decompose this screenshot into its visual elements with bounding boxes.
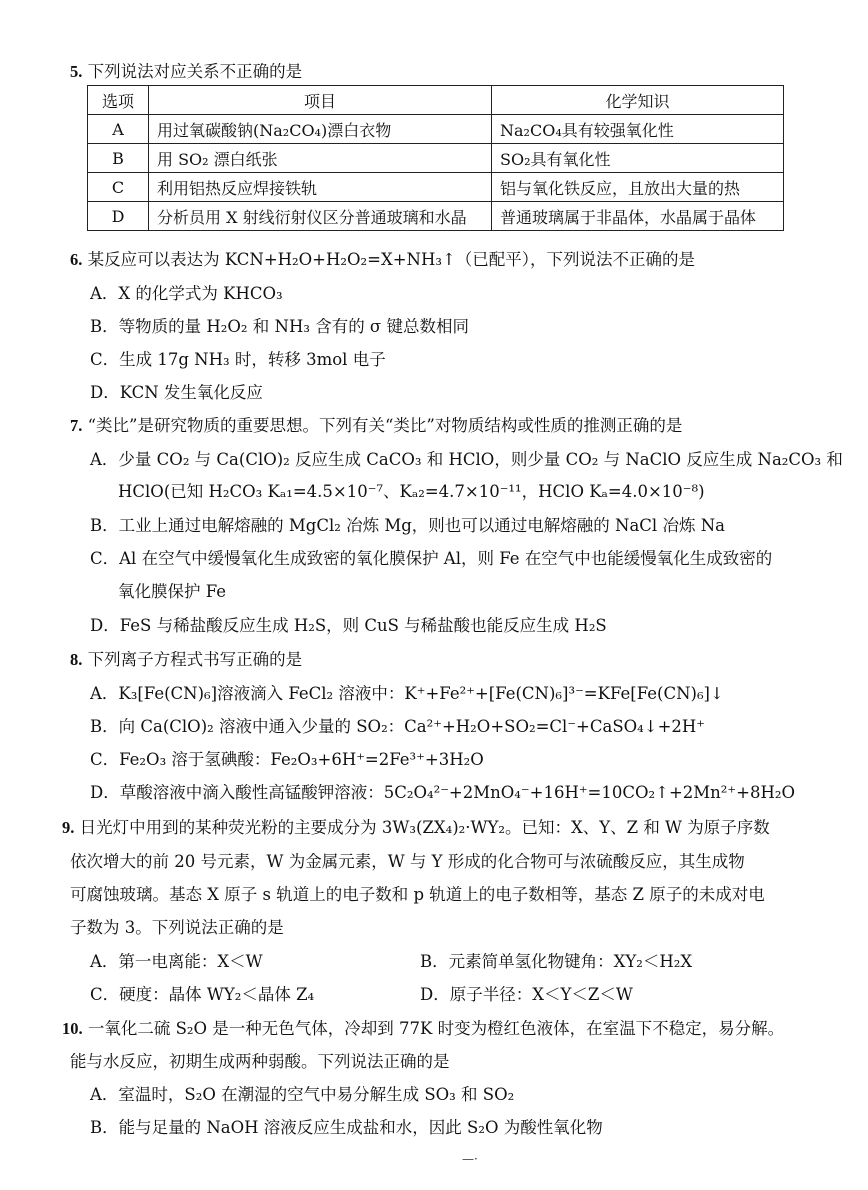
table-cell: A bbox=[88, 115, 149, 144]
option-b: B．工业上通过电解熔融的 MgCl₂ 冶炼 Mg，则也可以通过电解熔融的 NaCl 冶炼 Na bbox=[90, 516, 725, 535]
table-cell: 普通玻璃属于非晶体，水晶属于晶体 bbox=[492, 202, 784, 231]
table-cell: 铝与氧化铁反应，且放出大量的热 bbox=[492, 173, 784, 202]
option-c: C．生成 17g NH₃ 时，转移 3mol 电子 bbox=[90, 350, 386, 369]
table-cell: 分析员用 X 射线衍射仪区分普通玻璃和水晶 bbox=[149, 202, 492, 231]
question-number: 10. bbox=[62, 1019, 83, 1038]
table-header: 化学知识 bbox=[492, 86, 784, 115]
question-text: 下列离子方程式书写正确的是 bbox=[87, 650, 303, 669]
question-5 bbox=[70, 58, 302, 82]
question-text: 依次增大的前 20 号元素，W 为金属元素，W 与 Y 形成的化合物可与浓硫酸反应，其生成物 bbox=[70, 852, 745, 871]
option-a: A．第一电离能：X＜W bbox=[90, 952, 263, 971]
option-b: B．能与足量的 NaOH 溶液反应生成盐和水，因此 S₂O 为酸性氧化物 bbox=[90, 1118, 603, 1137]
option-b: B．元素简单氢化物键角：XY₂＜H₂X bbox=[420, 952, 693, 971]
table-cell: 用过氧碳酸钠(Na₂CO₄)漂白衣物 bbox=[149, 115, 492, 144]
question-text: 可腐蚀玻璃。基态 X 原子 s 轨道上的电子数和 p 轨道上的电子数相等，基态 Z 原子的未成对电 bbox=[70, 885, 765, 904]
option-a-continued: HClO(已知 H₂CO₃ Kₐ₁=4.5×10⁻⁷、Kₐ₂=4.7×10⁻¹¹，HClO Kₐ=4.0×10⁻⁸) bbox=[118, 482, 705, 501]
option-d: D．KCN 发生氧化反应 bbox=[90, 383, 263, 402]
question-10 bbox=[62, 1015, 784, 1039]
question-number: 7. bbox=[70, 416, 83, 435]
question-number: 8. bbox=[70, 650, 83, 669]
table-row bbox=[88, 173, 784, 202]
table-cell: SO₂具有氧化性 bbox=[492, 144, 784, 173]
question-7 bbox=[70, 412, 682, 436]
question-text: “类比”是研究物质的重要思想。下列有关“类比”对物质结构或性质的推测正确的是 bbox=[87, 416, 683, 435]
option-c: C．硬度：晶体 WY₂＜晶体 Z₄ bbox=[90, 985, 315, 1004]
question-text: 日光灯中用到的某种荧光粉的主要成分为 3W₃(ZX₄)₂·WY₂。已知：X、Y、Z 和 W 为原子序数 bbox=[79, 818, 770, 837]
option-a: A．X 的化学式为 KHCO₃ bbox=[90, 284, 283, 303]
question-8 bbox=[70, 646, 302, 670]
question-number: 6. bbox=[70, 250, 83, 269]
option-a: A．室温时，S₂O 在潮湿的空气中易分解生成 SO₃ 和 SO₂ bbox=[90, 1085, 515, 1104]
table-cell: D bbox=[88, 202, 149, 231]
table-row bbox=[88, 115, 784, 144]
table-header: 选项 bbox=[88, 86, 149, 115]
question-text: 某反应可以表达为 KCN+H₂O+H₂O₂=X+NH₃↑（已配平），下列说法不正确的是 bbox=[87, 250, 696, 269]
table-header: 项目 bbox=[149, 86, 492, 115]
option-d: D．FeS 与稀盐酸反应生成 H₂S，则 CuS 与稀盐酸也能反应生成 H₂S bbox=[90, 616, 607, 635]
table-cell: Na₂CO₄具有较强氧化性 bbox=[492, 115, 784, 144]
table-row bbox=[88, 202, 784, 231]
option-a: A．少量 CO₂ 与 Ca(ClO)₂ 反应生成 CaCO₃ 和 HClO，则少量 CO₂ 与 NaClO 反应生成 Na₂CO₃ 和 bbox=[90, 450, 843, 469]
question-text: 能与水反应，初期生成两种弱酸。下列说法正确的是 bbox=[70, 1052, 450, 1071]
option-c-continued: 氧化膜保护 Fe bbox=[118, 582, 227, 601]
option-c: C．Al 在空气中缓慢氧化生成致密的氧化膜保护 Al，则 Fe 在空气中也能缓慢氧化生成致密的 bbox=[90, 549, 773, 568]
table-cell: 利用铝热反应焊接铁轨 bbox=[149, 173, 492, 202]
option-b: B．向 Ca(ClO)₂ 溶液中通入少量的 SO₂：Ca²⁺+H₂O+SO₂=Cl⁻+CaSO₄↓+2H⁺ bbox=[90, 717, 706, 736]
table-cell: C bbox=[88, 173, 149, 202]
option-d: D．草酸溶液中滴入酸性高锰酸钾溶液：5C₂O₄²⁻+2MnO₄⁻+16H⁺=10CO₂↑+2Mn²⁺+8H₂O bbox=[90, 783, 795, 802]
table-row bbox=[88, 144, 784, 173]
question-6 bbox=[70, 246, 695, 270]
question-9 bbox=[62, 814, 770, 838]
table-cell: 用 SO₂ 漂白纸张 bbox=[149, 144, 492, 173]
question-text: 下列说法对应关系不正确的是 bbox=[87, 62, 303, 81]
question-5-table bbox=[87, 85, 784, 231]
page-number: —· bbox=[462, 1152, 478, 1166]
question-text: 子数为 3。下列说法正确的是 bbox=[70, 918, 284, 937]
option-b: B．等物质的量 H₂O₂ 和 NH₃ 含有的 σ 键总数相同 bbox=[90, 317, 469, 336]
table-cell: B bbox=[88, 144, 149, 173]
question-text: 一氧化二硫 S₂O 是一种无色气体，冷却到 77K 时变为橙红色液体，在室温下不稳定，易分解。 bbox=[87, 1019, 785, 1038]
option-d: D．原子半径：X＜Y＜Z＜W bbox=[420, 985, 633, 1004]
question-number: 5. bbox=[70, 62, 83, 81]
question-number: 9. bbox=[62, 818, 75, 837]
option-c: C．Fe₂O₃ 溶于氢碘酸：Fe₂O₃+6H⁺=2Fe³⁺+3H₂O bbox=[90, 750, 484, 769]
table-header-row bbox=[88, 86, 784, 115]
option-a: A．K₃[Fe(CN)₆]溶液滴入 FeCl₂ 溶液中：K⁺+Fe²⁺+[Fe(CN)₆]³⁻=KFe[Fe(CN)₆]↓ bbox=[90, 684, 724, 703]
